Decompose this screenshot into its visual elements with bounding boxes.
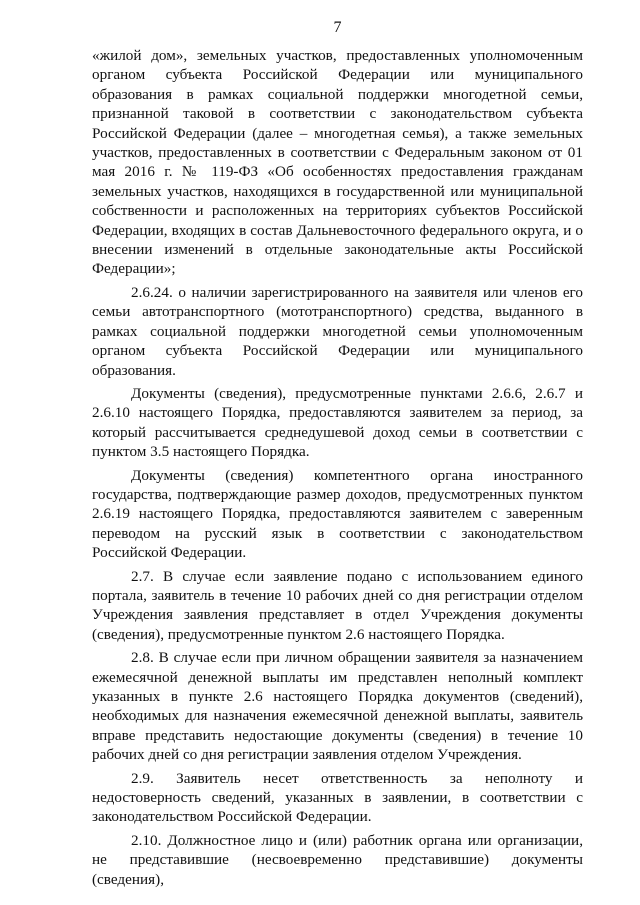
paragraph-2-6-24: 2.6.24. о наличии зарегистрированного на заявителя или членов его семьи автотранспортного (мототранспортного) средства, выданного в рамках социальной поддержки многодетной семьи уполномоченным органом субъекта Российской Федерации или муниципального образования.: [92, 283, 583, 379]
paragraph-continuation: «жилой дом», земельных участков, предоставленных уполномоченным органом субъекта Российской Федерации или муниципального образования в рамках социальной поддержки многодетной семьи, признанной таковой в соответствии с законодательством субъекта Российской Федерации (далее – многодетная семья), а также земельных участков, предоставленных в соответствии с Федеральным законом от 01 мая 2016 г. № 119-ФЗ «Об особенностях предоставления гражданам земельных участков, находящихся в государственной или муниципальной собственности и расположенных на территориях субъектов Российской Федерации, входящих в состав Дальневосточного федерального округа, и о внесении изменений в отдельные законодательные акты Российской Федерации»;: [92, 47, 583, 278]
paragraph-2-9: 2.9. Заявитель несет ответственность за неполноту и недостоверность сведений, указанных в заявлении, в соответствии с законодательством Российской Федерации.: [92, 769, 583, 826]
paragraph-2-10: 2.10. Должностное лицо и (или) работник органа или организации, не представившие (несвоевременно представившие) документы (сведения),: [92, 831, 583, 888]
paragraph-2-8: 2.8. В случае если при личном обращении заявителя за назначением ежемесячной денежной выплаты им представлен неполный комплект указанных в пункте 2.6 настоящего Порядка документов (сведений), необходимых для назначения ежемесячной денежной выплаты, заявитель вправе представить недостающие документы (сведения) в течение 10 рабочих дней со дня регистрации заявления отделом Учреждения.: [92, 649, 583, 764]
paragraph-foreign-documents: Документы (сведения) компетентного органа иностранного государства, подтверждающие размер доходов, предусмотренных пунктом 2.6.19 настоящего Порядка, предоставляются заявителем с заверенным переводом на русский язык в соответствии с законодательством Российской Федерации.: [92, 466, 583, 562]
page-number: 7: [333, 19, 342, 36]
paragraph-2-7: 2.7. В случае если заявление подано с использованием единого портала, заявитель в течение 10 рабочих дней со дня регистрации отделом Учреждения заявления представляет в отдел Учреждения документы (сведения), предусмотренные пунктом 2.6 настоящего Порядка.: [92, 567, 583, 643]
paragraph-documents-period: Документы (сведения), предусмотренные пунктами 2.6.6, 2.6.7 и 2.6.10 настоящего Порядка, предоставляются заявителем за период, за который рассчитывается среднедушевой доход семьи в соответствии с пунктом 3.5 настоящего Порядка.: [92, 384, 583, 461]
